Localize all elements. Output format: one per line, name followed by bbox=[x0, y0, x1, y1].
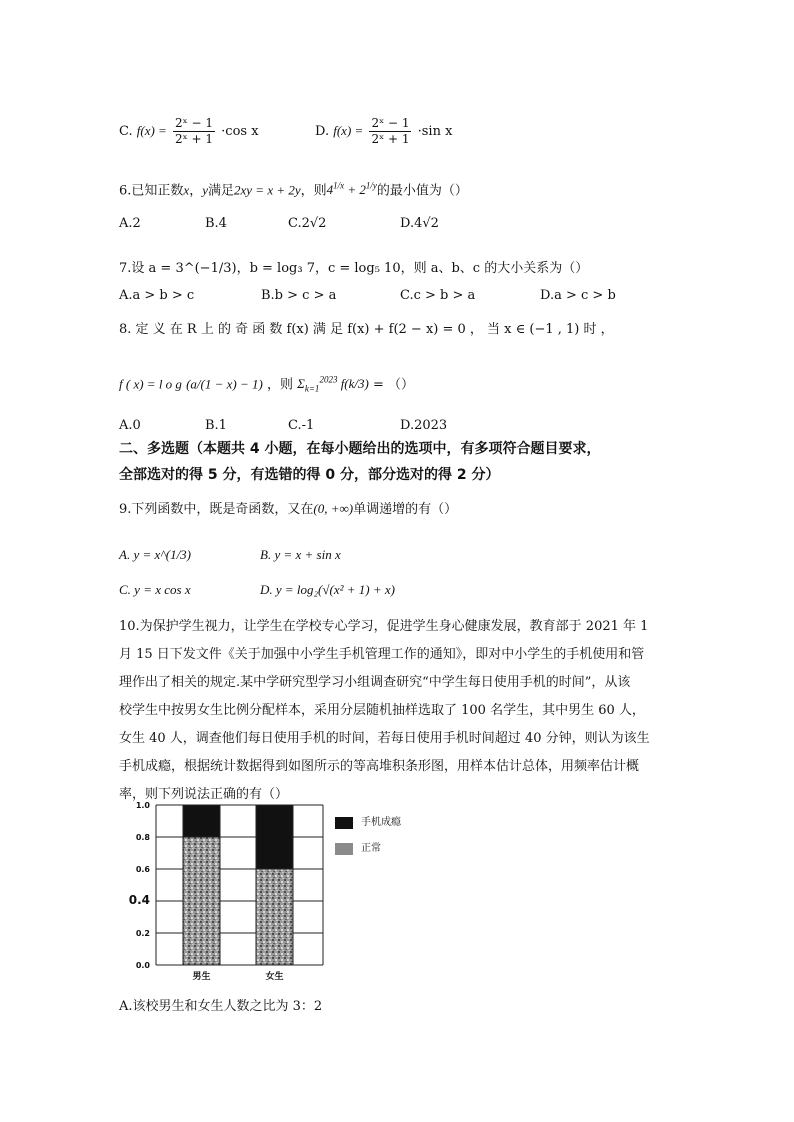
q6-option-a: A.2 bbox=[119, 216, 141, 231]
y-tick-label: 0.6 bbox=[135, 865, 150, 874]
q8-option-b: B.1 bbox=[205, 418, 227, 433]
q9-stem bbox=[119, 499, 457, 520]
q5-d-label: D. bbox=[315, 124, 330, 139]
q9-text-b: 单调递增的有（） bbox=[353, 502, 458, 517]
bar-segment bbox=[183, 837, 220, 965]
q9-option-d: D. y = log₂(√(x² + 1) + x) bbox=[260, 582, 395, 597]
y-tick-label: 1.0 bbox=[135, 801, 150, 810]
q6-var-y: y bbox=[202, 182, 208, 198]
q5-d-numerator: 2ˣ − 1 bbox=[371, 116, 410, 130]
legend-item-addicted bbox=[335, 815, 401, 831]
q10-paragraph bbox=[119, 613, 679, 809]
q8-stem-line1: 8. 定 义 在 R 上 的 奇 函 数 f(x) 满 足 f(x) + f(2 − x) = 0 ， 当 x ∈ (−1 , 1) 时 ， bbox=[119, 322, 614, 337]
q5-d-fx: f(x) = bbox=[333, 123, 364, 138]
q8-then: ，则 bbox=[266, 377, 293, 393]
q10-line: 10.为保护学生视力，让学生在学校专心学习，促进学生身心健康发展，教育部于 2021 年 1 bbox=[119, 619, 649, 634]
q10-line: 月 15 日下发文件《关于加强中小学生手机管理工作的通知》，即对中小学生的手机使用和管 bbox=[119, 647, 645, 662]
q10-option-a: A.该校男生和女生人数之比为 3：2 bbox=[119, 999, 323, 1014]
q8-log-arg: (a/(1 − x) − 1) bbox=[186, 376, 263, 392]
bar-segment bbox=[183, 805, 220, 837]
y-tick-label: 0.0 bbox=[135, 961, 150, 970]
q10-line: 校学生中按男女生比例分配样本，采用分层随机抽样选取了 100 名学生，其中男生 60 人， bbox=[119, 703, 645, 718]
legend-swatch-addicted bbox=[335, 817, 353, 829]
q6-stem bbox=[119, 176, 468, 201]
q10-line: 女生 40 人，调查他们每日使用手机的时间，若每日使用手机时间超过 40 分钟，则认为该生 bbox=[119, 731, 650, 746]
q6-option-b: B.4 bbox=[205, 216, 227, 231]
q5-c-label: C. bbox=[119, 124, 133, 139]
legend-swatch-normal bbox=[335, 843, 353, 855]
q5-option-c bbox=[119, 116, 259, 147]
q8-stem-line2 bbox=[119, 365, 414, 404]
q8-equals: = （） bbox=[372, 377, 415, 393]
q10-line: 理作出了相关的规定.某中学研究型学习小组调查研究“中学生每日使用手机的时间”，从该 bbox=[119, 675, 631, 690]
chart-legend bbox=[335, 815, 401, 857]
q5-c-denominator: 2ˣ + 1 bbox=[174, 132, 214, 146]
q7-option-d: D.a > c > b bbox=[540, 288, 616, 303]
q6-equation: 2xy = x + 2y bbox=[234, 182, 301, 198]
legend-label-addicted: 手机成瘾 bbox=[361, 817, 401, 828]
bar-segment bbox=[256, 869, 293, 965]
q10-line: 手机成瘾，根据统计数据得到如图所示的等高堆积条形图，用样本估计总体，用频率估计概 bbox=[119, 759, 640, 774]
q10-line: 率，则下列说法正确的有（） bbox=[119, 787, 289, 802]
q8-option-d: D.2023 bbox=[400, 418, 448, 433]
legend-item-normal bbox=[335, 841, 401, 857]
q5-c-numerator: 2ˣ − 1 bbox=[174, 116, 214, 130]
q6-text-d: ，则 bbox=[300, 183, 327, 199]
legend-label-normal: 正常 bbox=[361, 843, 381, 854]
q9-option-b: B. y = x + sin x bbox=[260, 547, 341, 562]
q6-var-x: x bbox=[183, 182, 190, 198]
q5-d-tail: ·sin x bbox=[417, 124, 453, 139]
q6-option-d: D.4√2 bbox=[400, 216, 439, 231]
q5-c-tail: ·cos x bbox=[221, 124, 259, 139]
q9-text-a: 9.下列函数中，既是奇函数，又在 bbox=[119, 502, 314, 517]
q8-option-c: C.-1 bbox=[288, 418, 315, 433]
q7-option-b: B.b > c > a bbox=[261, 288, 337, 303]
section2-heading-line2: 全部选对的得 5 分，有选错的得 0 分，部分选对的得 2 分） bbox=[119, 467, 500, 483]
q9-option-a: A. y = x^(1/3) bbox=[119, 547, 192, 562]
q5-d-fraction bbox=[369, 116, 411, 147]
bar-segment bbox=[256, 805, 293, 869]
q7-stem: 7.设 a = 3^(−1/3)，b = log₃ 7，c = log₅ 10，则 a、b、c 的大小关系为（） bbox=[119, 261, 589, 276]
q9-option-c: C. y = x cos x bbox=[119, 582, 191, 597]
y-tick-label: 0.8 bbox=[135, 833, 150, 842]
q6-text-b: ， bbox=[189, 183, 203, 199]
q6-text-c: 满足 bbox=[207, 183, 234, 199]
x-tick-label: 男生 bbox=[192, 972, 211, 982]
q7-option-a: A.a > b > c bbox=[119, 288, 195, 303]
q5-d-denominator: 2ˣ + 1 bbox=[371, 132, 410, 146]
q6-text-a: 6.已知正数 bbox=[119, 183, 184, 199]
q8-sum: $\Sigma_{k=1}^{2023}$ f(k/3) bbox=[297, 375, 369, 394]
q6-expression: $4^{1/x} + 2^{1/y}$ bbox=[326, 181, 377, 198]
q7-option-c: C.c > b > a bbox=[400, 288, 476, 303]
q8-log-prefix: f ( x) = l o g bbox=[119, 376, 182, 392]
q5-c-fraction bbox=[173, 116, 215, 147]
section2-heading-line1: 二、多选题（本题共 4 小题，在每小题给出的选项中，有多项符合题目要求， bbox=[119, 441, 601, 457]
q6-option-c: C.2√2 bbox=[288, 216, 327, 231]
q9-interval: (0, +∞) bbox=[313, 501, 354, 516]
q6-text-e: 的最小值为（） bbox=[376, 183, 468, 199]
y-tick-label: 0.4 bbox=[128, 893, 150, 907]
q8-option-a: A.0 bbox=[119, 418, 141, 433]
x-tick-label: 女生 bbox=[265, 972, 284, 982]
q5-c-fx: f(x) = bbox=[136, 123, 167, 138]
q5-option-d bbox=[315, 116, 452, 147]
y-tick-label: 0.2 bbox=[135, 929, 150, 938]
